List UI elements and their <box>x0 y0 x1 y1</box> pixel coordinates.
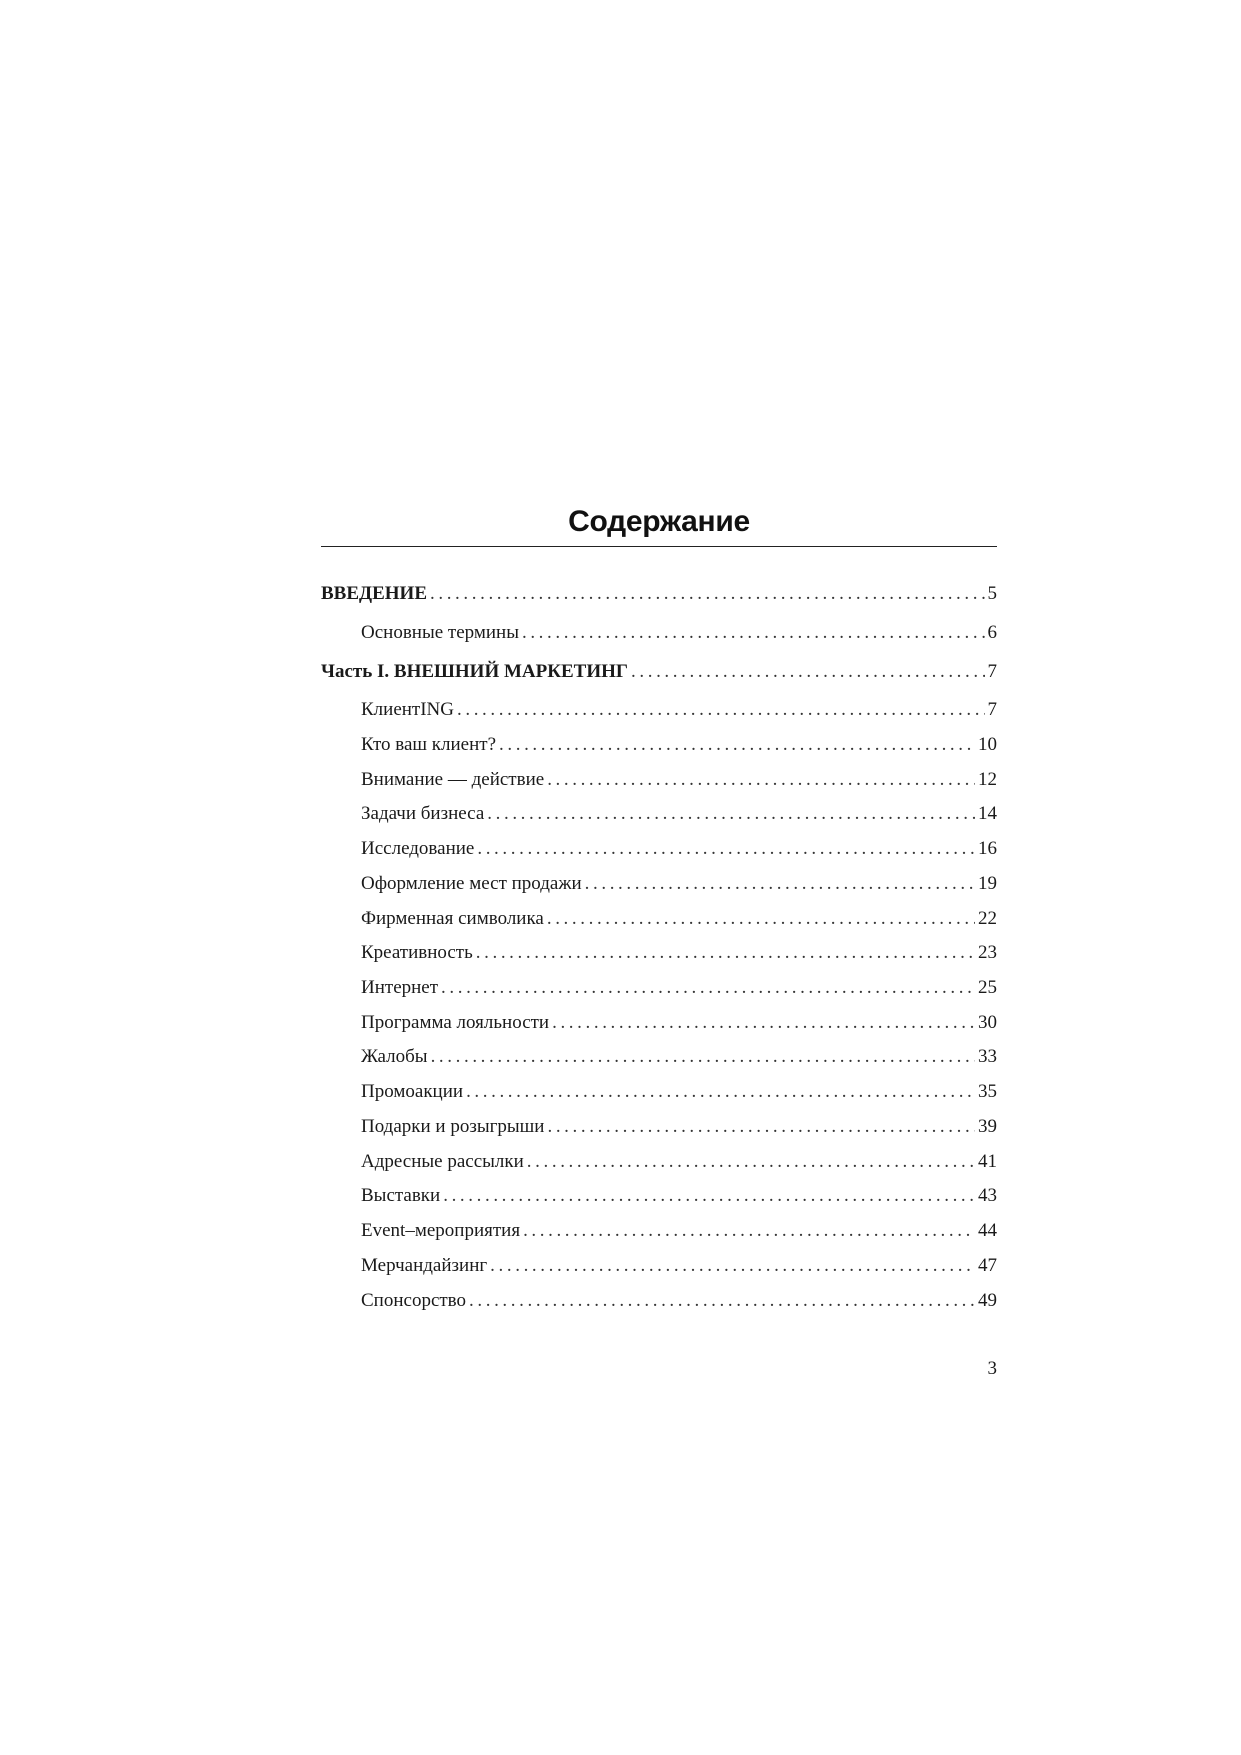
toc-entry-page: 25 <box>978 977 997 998</box>
dot-leader <box>476 940 975 966</box>
toc-entry <box>361 1010 997 1036</box>
toc-entry-label: Исследование <box>361 838 475 859</box>
title-rule <box>321 546 997 547</box>
toc-entry-label: Фирменная символика <box>361 908 544 929</box>
dot-leader <box>631 659 984 685</box>
toc-entry <box>321 659 997 685</box>
toc-entry-page: 33 <box>978 1046 997 1067</box>
toc-entry-page: 19 <box>978 873 997 894</box>
toc-entry-page: 39 <box>978 1116 997 1137</box>
toc-entry-label: Event–мероприятия <box>361 1220 521 1241</box>
toc-entry <box>361 871 997 897</box>
dot-leader <box>499 732 975 758</box>
dot-leader <box>547 767 975 793</box>
toc-entry-label: Внимание — действие <box>361 769 545 790</box>
toc-entry-label: Мерчандайзинг <box>361 1255 488 1276</box>
toc-entry-label: Основные термины <box>361 622 519 643</box>
toc-entry <box>361 906 997 932</box>
toc-entry <box>321 581 997 607</box>
toc-entry-page: 14 <box>978 803 997 824</box>
dot-leader <box>477 836 975 862</box>
toc-entry-page: 44 <box>978 1220 997 1241</box>
dot-leader <box>522 620 985 646</box>
toc-entry-label: КлиентING <box>361 699 454 720</box>
toc-entry-label: Спонсорство <box>361 1290 467 1311</box>
dot-leader <box>443 1183 975 1209</box>
toc-entry-label: Подарки и розыгрыши <box>361 1116 545 1137</box>
toc-entry-page: 22 <box>978 908 997 929</box>
dot-leader <box>441 975 975 1001</box>
toc-entry-page: 7 <box>987 661 997 682</box>
toc-entry <box>361 1218 997 1244</box>
dot-leader <box>547 1114 975 1140</box>
toc-entry-page: 10 <box>978 734 997 755</box>
toc-entry-page: 7 <box>987 699 997 720</box>
toc-entry <box>361 697 997 723</box>
toc-entry-page: 49 <box>978 1290 997 1311</box>
page-number: 3 <box>987 1358 997 1379</box>
dot-leader <box>523 1218 975 1244</box>
toc-entry <box>361 975 997 1001</box>
toc-entry-page: 41 <box>978 1151 997 1172</box>
toc-entry-page: 47 <box>978 1255 997 1276</box>
dot-leader <box>457 697 985 723</box>
toc-entry <box>361 1253 997 1279</box>
toc-entry <box>361 1114 997 1140</box>
toc-title: Содержание <box>568 505 750 538</box>
dot-leader <box>466 1079 975 1105</box>
toc-entry-page: 6 <box>987 622 997 643</box>
toc-entry <box>361 1079 997 1105</box>
toc-entry-page: 12 <box>978 769 997 790</box>
toc-entry-page: 16 <box>978 838 997 859</box>
toc-entry <box>361 732 997 758</box>
toc-entry-page: 23 <box>978 942 997 963</box>
toc-entry <box>361 940 997 966</box>
toc-entry <box>361 801 997 827</box>
toc-entry-label: Оформление мест продажи <box>361 873 582 894</box>
toc-entry-page: 30 <box>978 1012 997 1033</box>
dot-leader <box>430 581 985 607</box>
toc-entry-page: 43 <box>978 1185 997 1206</box>
dot-leader <box>585 871 975 897</box>
toc-entry-label: Часть I. ВНЕШНИЙ МАРКЕТИНГ <box>321 661 629 682</box>
toc-entry-label: Задачи бизнеса <box>361 803 485 824</box>
toc-entry-label: Программа лояльности <box>361 1012 550 1033</box>
toc-entry-page: 5 <box>987 583 997 604</box>
toc-entry <box>361 620 997 646</box>
toc-entry-label: Промоакции <box>361 1081 464 1102</box>
toc-entry-page: 35 <box>978 1081 997 1102</box>
toc-entry-label: Кто ваш клиент? <box>361 734 497 755</box>
toc-entry-label: Креативность <box>361 942 473 963</box>
toc-entry <box>361 836 997 862</box>
dot-leader <box>547 906 975 932</box>
dot-leader <box>527 1149 975 1175</box>
dot-leader <box>469 1288 975 1314</box>
toc-entry-label: Интернет <box>361 977 439 998</box>
table-of-contents <box>321 498 997 1311</box>
toc-entry-label: ВВЕДЕНИЕ <box>321 583 427 604</box>
toc-entry-label: Выставки <box>361 1185 441 1206</box>
toc-entry-label: Адресные рассылки <box>361 1151 524 1172</box>
toc-entry <box>361 767 997 793</box>
dot-leader <box>552 1010 975 1036</box>
toc-entry <box>361 1044 997 1070</box>
dot-leader <box>490 1253 975 1279</box>
toc-entry-label: Жалобы <box>361 1046 428 1067</box>
toc-entry <box>361 1149 997 1175</box>
dot-leader <box>487 801 975 827</box>
toc-entry <box>361 1183 997 1209</box>
toc-entry <box>361 1288 997 1314</box>
dot-leader <box>431 1044 975 1070</box>
